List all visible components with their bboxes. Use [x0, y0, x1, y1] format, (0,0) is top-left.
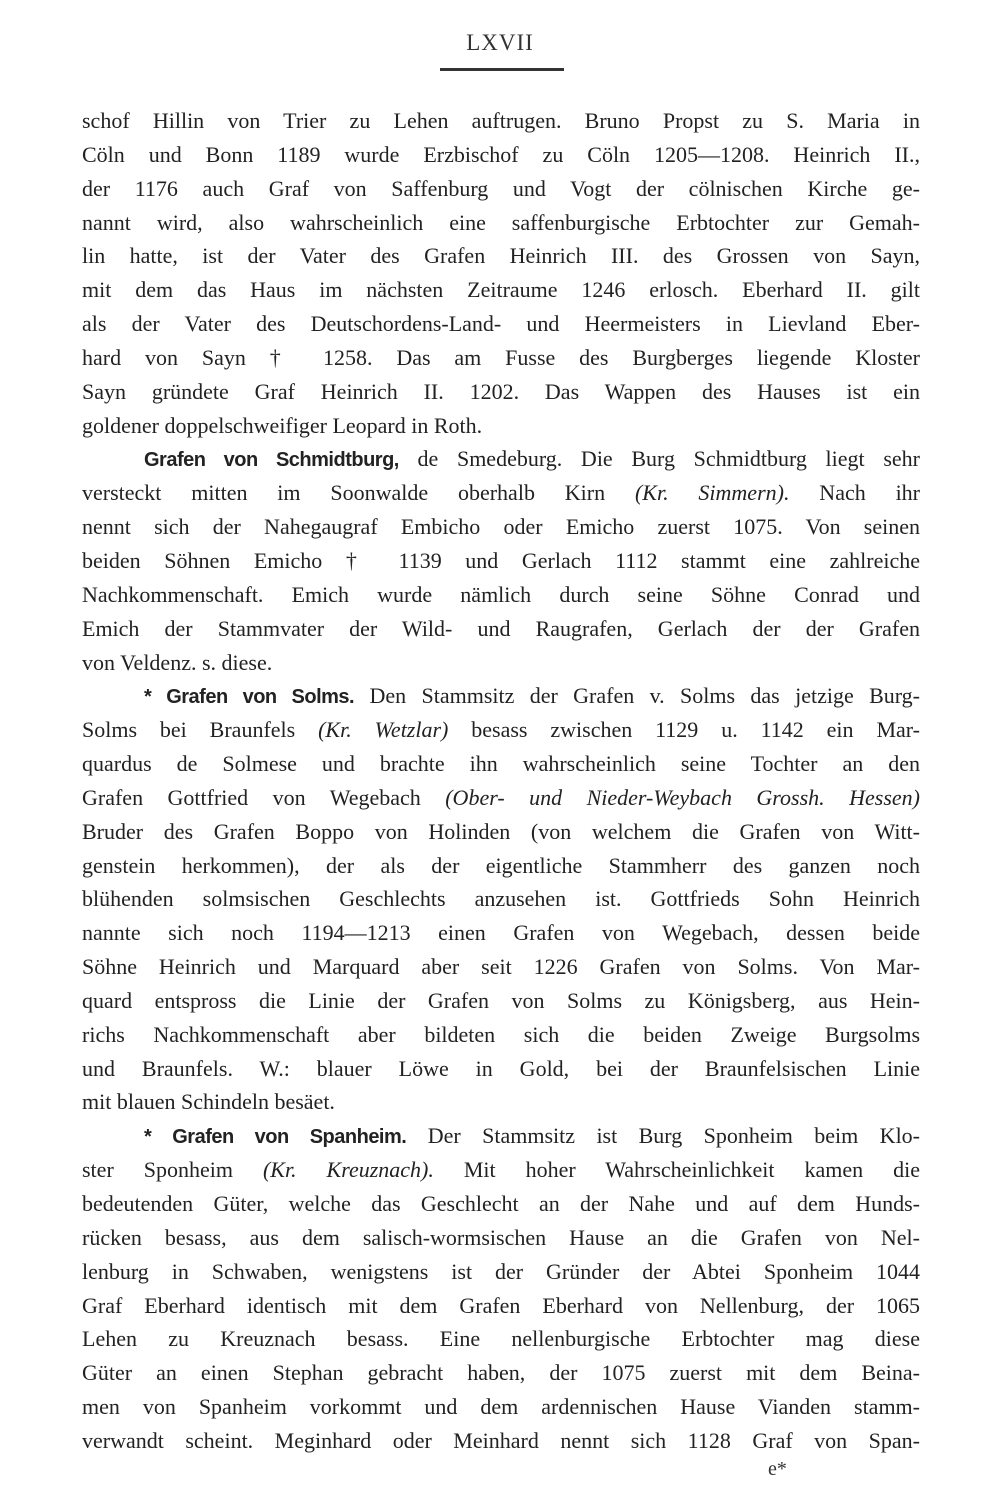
text-segment: nannte sich noch 1194—1213 einen Grafen von Wegebach, dessen beide: [82, 920, 920, 946]
text-line: [82, 1119, 920, 1153]
text-segment: nennt sich der Nahegaugraf Embicho oder Emicho zuerst 1075. Von seinen: [82, 514, 920, 540]
page-number: LXVII: [466, 30, 534, 55]
text-line: [82, 646, 920, 680]
text-segment: beiden Söhnen Emicho † 1139 und Gerlach 1112 stammt eine zahlreiche: [82, 547, 920, 573]
text-segment: als der Vater des Deutschordens-Land- und Heermeisters in Lievland Eber-: [82, 311, 920, 337]
text-segment: Güter an einen Stephan gebracht haben, der 1075 zuerst mit dem Beina-: [82, 1360, 920, 1386]
text-line: [82, 1424, 920, 1458]
text-segment: Sayn gründete Graf Heinrich II. 1202. Das Wappen des Hauses ist ein: [82, 378, 920, 404]
text-segment: Nach ihr: [789, 480, 921, 506]
text-line: [82, 442, 920, 476]
text-segment: Grafen Gottfried von Wegebach: [82, 784, 446, 810]
text-segment: schof Hillin von Trier zu Lehen auftrugen. Bruno Propst zu S. Maria in: [82, 108, 920, 133]
header-rule: [440, 68, 564, 71]
text-segment: men von Spanheim vorkommt und dem ardennischen Hause Vianden stamm-: [82, 1394, 920, 1420]
text-line: [82, 1289, 920, 1323]
text-segment: der 1176 auch Graf von Saffenburg und Vogt der cölnischen Kirche ge-: [82, 175, 920, 201]
text-segment: bedeutenden Güter, welche das Geschlecht an der Nahe und auf dem Hunds-: [82, 1191, 920, 1216]
text-line: [82, 239, 920, 273]
text-segment: quard entspross die Linie der Grafen von Solms zu Königsberg, aus Hein-: [82, 987, 920, 1013]
text-line: [82, 1018, 920, 1052]
text-segment: Solms bei Braunfels: [82, 717, 319, 743]
text-line: [82, 950, 920, 984]
text-segment: richs Nachkommenschaft aber bildeten sich die beiden Zweige Burgsolms: [82, 1021, 920, 1047]
signature-mark: e*: [768, 1458, 787, 1480]
text-segment: Lehen zu Kreuznach besass. Eine nellenburgische Erbtochter mag diese: [82, 1326, 920, 1352]
text-line: [82, 1322, 920, 1356]
text-segment: goldener doppelschweifiger Leopard in Roth.: [82, 412, 483, 438]
text-segment: mit blauen Schindeln besäet.: [82, 1089, 335, 1115]
text-segment: lenburg in Schwaben, wenigstens ist der Gründer der Abtei Sponheim 1044: [82, 1258, 920, 1284]
text-segment: ster Sponheim: [82, 1157, 263, 1183]
body-text: [82, 104, 920, 1458]
text-line: [82, 849, 920, 883]
text-segment: quardus de Solmese und brachte ihn wahrscheinlich seine Tochter an den: [82, 751, 920, 777]
text-line: [82, 172, 920, 206]
text-segment: Der Stammsitz ist Burg Sponheim beim Klo-: [406, 1123, 921, 1149]
text-segment: mit dem das Haus im nächsten Zeitraume 1246 erlosch. Eberhard II. gilt: [82, 277, 920, 303]
text-line: [82, 206, 920, 240]
text-segment: Söhne Heinrich und Marquard aber seit 1226 Grafen von Solms. Von Mar-: [82, 954, 920, 980]
text-line: [82, 375, 920, 409]
text-segment: lin hatte, ist der Vater des Grafen Heinrich III. des Grossen von Sayn,: [82, 243, 920, 269]
text-segment: Den Stammsitz der Grafen v. Solms das jetzige Burg-: [354, 683, 920, 709]
text-segment: und Braunfels. W.: blauer Löwe in Gold, bei der Braunfelsischen Linie: [82, 1055, 920, 1081]
text-line: [82, 1153, 920, 1187]
text-segment: rücken besass, aus dem salisch-wormsischen Hause an die Grafen von Nel-: [82, 1224, 920, 1250]
text-line: [82, 1390, 920, 1424]
italic-reference: (Kr. Wetzlar): [318, 717, 449, 743]
text-segment: Emich der Stammvater der Wild- und Raugrafen, Gerlach der der Grafen: [82, 615, 920, 641]
text-segment: Graf Eberhard identisch mit dem Grafen Eberhard von Nellenburg, der 1065: [82, 1292, 920, 1318]
text-line: [82, 1085, 920, 1119]
text-line: [82, 273, 920, 307]
text-line: [82, 781, 920, 815]
text-line: [82, 713, 920, 747]
text-line: [82, 1052, 920, 1086]
text-line: [82, 815, 920, 849]
text-line: [82, 578, 920, 612]
text-segment: hard von Sayn † 1258. Das am Fusse des Burgberges liegende Kloster: [82, 344, 920, 370]
text-segment: blühenden solmsischen Geschlechts anzusehen ist. Gottfrieds Sohn Heinrich: [82, 886, 920, 912]
text-line: [82, 747, 920, 781]
text-line: [82, 138, 920, 172]
italic-reference: (Kr. Kreuznach).: [262, 1157, 434, 1183]
page-header: [0, 30, 1000, 56]
text-line: [82, 307, 920, 341]
text-line: [82, 104, 920, 138]
text-segment: de Smedeburg. Die Burg Schmidtburg liegt sehr: [398, 446, 920, 472]
text-segment: genstein herkommen), der als der eigentliche Stammherr des ganzen noch: [82, 852, 920, 878]
text-line: [82, 510, 920, 544]
italic-reference: (Ober- und Nieder-Weybach Grossh. Hessen): [445, 784, 920, 810]
section-heading: * Grafen von Solms.: [144, 686, 355, 709]
text-line: [82, 612, 920, 646]
text-line: [82, 476, 920, 510]
text-line: [82, 1221, 920, 1255]
text-segment: Nachkommenschaft. Emich wurde nämlich durch seine Söhne Conrad und: [82, 581, 920, 607]
text-segment: von Veldenz. s. diese.: [82, 649, 273, 675]
text-line: [82, 1187, 920, 1221]
text-segment: Mit hoher Wahrscheinlichkeit kamen die: [433, 1157, 920, 1183]
text-line: [82, 341, 920, 375]
text-line: [82, 679, 920, 713]
text-segment: nannt wird, also wahrscheinlich eine saffenburgische Erbtochter zur Gemah-: [82, 209, 920, 235]
text-segment: versteckt mitten im Soonwalde oberhalb Kirn: [82, 480, 635, 506]
text-segment: verwandt scheint. Meginhard oder Meinhard nennt sich 1128 Graf von Span-: [82, 1427, 920, 1453]
text-line: [82, 544, 920, 578]
section-heading: * Grafen von Spanheim.: [144, 1126, 407, 1149]
section-heading: Grafen von Schmidtburg,: [144, 449, 399, 472]
text-segment: Cöln und Bonn 1189 wurde Erzbischof zu Cöln 1205—1208. Heinrich II.,: [82, 141, 920, 167]
text-line: [82, 916, 920, 950]
text-line: [82, 1255, 920, 1289]
text-line: [82, 882, 920, 916]
text-line: [82, 1356, 920, 1390]
italic-reference: (Kr. Simmern).: [634, 480, 790, 506]
text-segment: Bruder des Grafen Boppo von Holinden (von welchem die Grafen von Witt-: [82, 818, 920, 844]
text-segment: besass zwischen 1129 u. 1142 ein Mar-: [448, 717, 920, 743]
text-line: [82, 409, 920, 443]
text-line: [82, 984, 920, 1018]
